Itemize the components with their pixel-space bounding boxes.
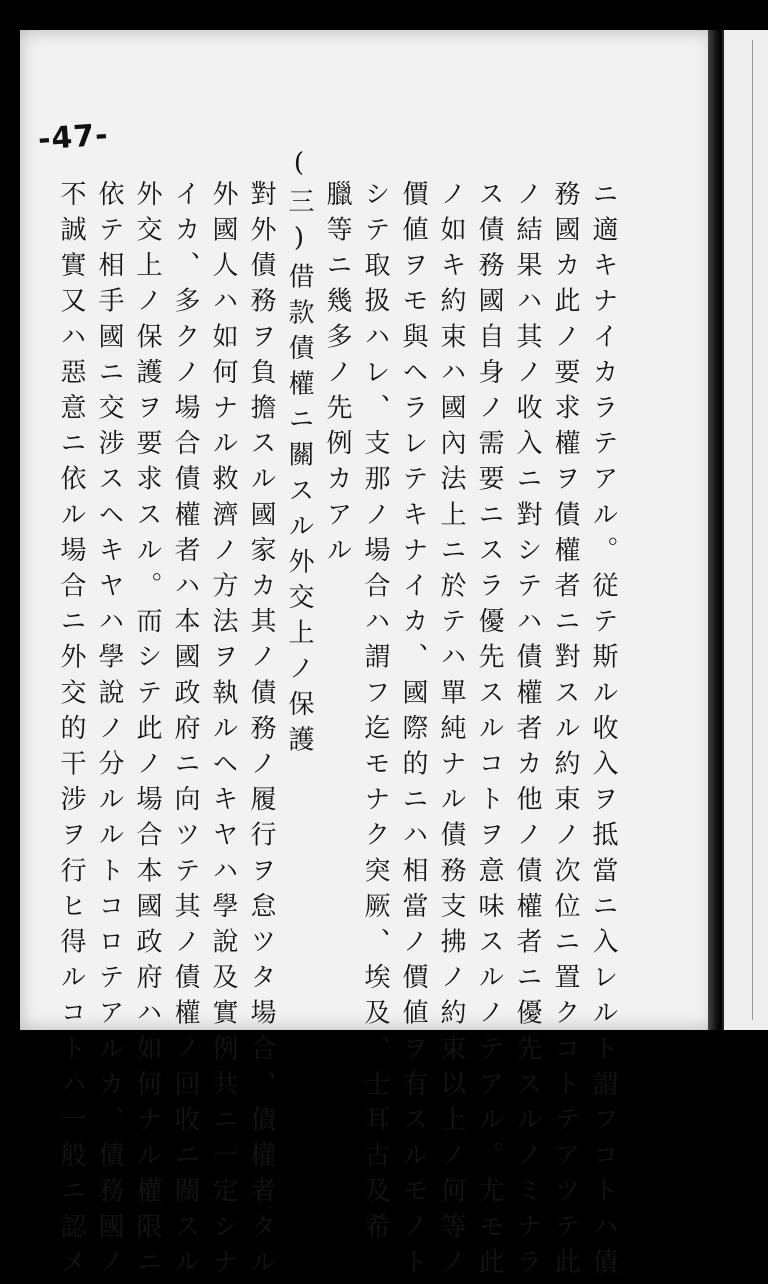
text-column: ス債務國自身ノ需要ニスラ優先スルコトヲ意味スルノテアル。尤モ此 bbox=[474, 180, 504, 1284]
text-column: イカ、多クノ場合債權者ハ本國政府ニ向ツテ其ノ債權ノ回收ニ關スル bbox=[170, 180, 200, 1284]
text-column: 臘等ニ幾多ノ先例カアル bbox=[322, 180, 352, 572]
page-number: -47- bbox=[36, 117, 110, 158]
text-column: ノ如キ約束ハ國內法上ニ於テハ單純ナル債務支拂ノ約束以上ノ何等ノ bbox=[436, 180, 466, 1284]
page-edge-line bbox=[752, 40, 753, 1020]
text-column: ニ適キナイカラテアル。従テ斯ル收入ヲ抵當ニ入レルト謂フコトハ債 bbox=[588, 180, 618, 1284]
text-column: 不誠實又ハ惡意ニ依ル場合ニ外交的干涉ヲ行ヒ得ルコトハ一般ニ認メ bbox=[56, 180, 86, 1284]
book-spine-shadow bbox=[708, 30, 722, 1030]
text-column: 外交上ノ保護ヲ要求スル。而シテ此ノ場合本國政府ハ如何ナル權限ニ bbox=[132, 180, 162, 1284]
text-column: 價値ヲモ與ヘラレテキナイカ、國際的ニハ相當ノ價値ヲ有スルモノト bbox=[398, 180, 428, 1284]
text-column: 依テ相手國ニ交涉スヘキヤハ學說ノ分ルルトコロテアルカ、債務國ノ bbox=[94, 180, 124, 1284]
text-column: 外國人ハ如何ナル救濟ノ方法ヲ執ルヘキヤハ學說及實例共ニ一定シナ bbox=[208, 180, 238, 1284]
text-column: ノ結果ハ其ノ收入ニ對シテハ債權者カ他ノ債權者ニ優先スルノミナラ bbox=[512, 180, 542, 1284]
adjacent-page-edge bbox=[722, 30, 768, 1030]
text-column: 對外債務ヲ負擔スル國家カ其ノ債務ノ履行ヲ怠ツタ場合、債權者タル bbox=[246, 180, 276, 1284]
section-heading: (三)借款債權ニ關スル外交上ノ保護 bbox=[284, 148, 314, 762]
text-column: 務國カ此ノ要求權ヲ債權者ニ對スル約束ノ次位ニ置クコトテアツテ此 bbox=[550, 180, 580, 1284]
text-column: シテ取扱ハレ、支那ノ場合ハ謂フ迄モナク突厥、埃及、士耳古及希 bbox=[360, 180, 390, 1248]
vertical-text-block bbox=[56, 148, 630, 1284]
